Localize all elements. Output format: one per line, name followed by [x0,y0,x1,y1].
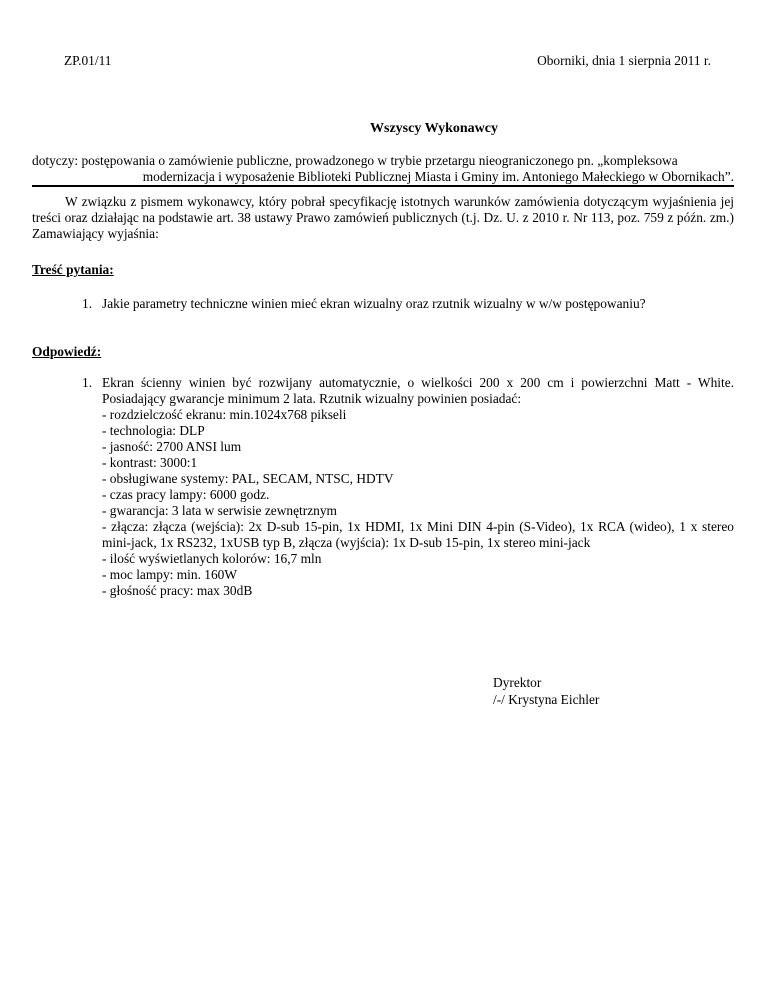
spec-item: - jasność: 2700 ANSI lum [102,439,242,454]
intro-paragraph [32,194,734,242]
spec-item: - obsługiwane systemy: PAL, SECAM, NTSC, HDTV [102,471,394,486]
signatory-title: Dyrektor [493,675,542,690]
answer-number: 1. [82,375,93,390]
spec-item: - technologia: DLP [102,423,205,438]
spec-item: - kontrast: 3000:1 [102,455,198,470]
spec-list [102,407,734,599]
spec-item: - złącza: złącza (wejścia): 2x D-sub 15-pin, 1x HDMI, 1x Mini DIN 4-pin (S-Video), 1x RCA (wideo), 1 x stereo mini-jack, 1x RS232, 1xUSB typ B, złącza (wyjścia): 1x D-sub 15-pin, 1x stereo mini-jack [102,519,734,550]
answer-body [102,375,734,599]
subject-line-2: modernizacja i wyposażenie Biblioteki Publicznej Miasta i Gminy im. Antoniego Małeckiego w Obornikach”. [142,169,734,184]
question-item [82,296,734,312]
spec-item: - moc lampy: min. 160W [102,567,237,582]
reference-number: ZP.01/11 [64,53,112,68]
answer-lead: Ekran ścienny winien być rozwijany automatycznie, o wielkości 200 x 200 cm i powierzchni Matt - White. Posiadający gwarancje minimum 2 lata. Rzutnik wizualny powinien posiadać: [102,375,734,406]
spec-item: - rozdzielczość ekranu: min.1024x768 pikseli [102,407,347,422]
spec-item: - ilość wyświetlanych kolorów: 16,7 mln [102,551,322,566]
answer-item [82,375,734,599]
question-number: 1. [82,296,93,311]
divider-rule [32,185,734,187]
spec-item: - gwarancja: 3 lata w serwisie zewnętrznym [102,503,337,518]
question-heading: Treść pytania: [32,262,114,277]
signatory-name: /-/ Krystyna Eichler [493,692,600,707]
place-and-date: Oborniki, dnia 1 sierpnia 2011 r. [537,53,711,68]
subject-line-1: dotyczy: postępowania o zamówienie publiczne, prowadzonego w trybie przetargu nieograniczonego pn. „kompleksowa [32,153,678,168]
spec-item: - czas pracy lampy: 6000 godz. [102,487,270,502]
intro-text: W związku z pismem wykonawcy, który pobrał specyfikację istotnych warunków zamówienia dotyczącym wyjaśnienia jej treści oraz działając na podstawie art. 38 ustawy Prawo zamówień publicznych (t.j. Dz. U. z 2010 r. Nr 113, poz. 759 z późn. zm.) Zamawiający wyjaśnia: [32,194,734,241]
addressee: Wszyscy Wykonawcy [370,121,498,136]
answer-heading: Odpowiedź: [32,344,102,359]
subject-line [32,153,734,185]
spec-item: - głośność pracy: max 30dB [102,583,253,598]
question-text: Jakie parametry techniczne winien mieć ekran wizualny oraz rzutnik wizualny w w/w postępowaniu? [102,296,646,311]
signature-block [493,674,599,708]
